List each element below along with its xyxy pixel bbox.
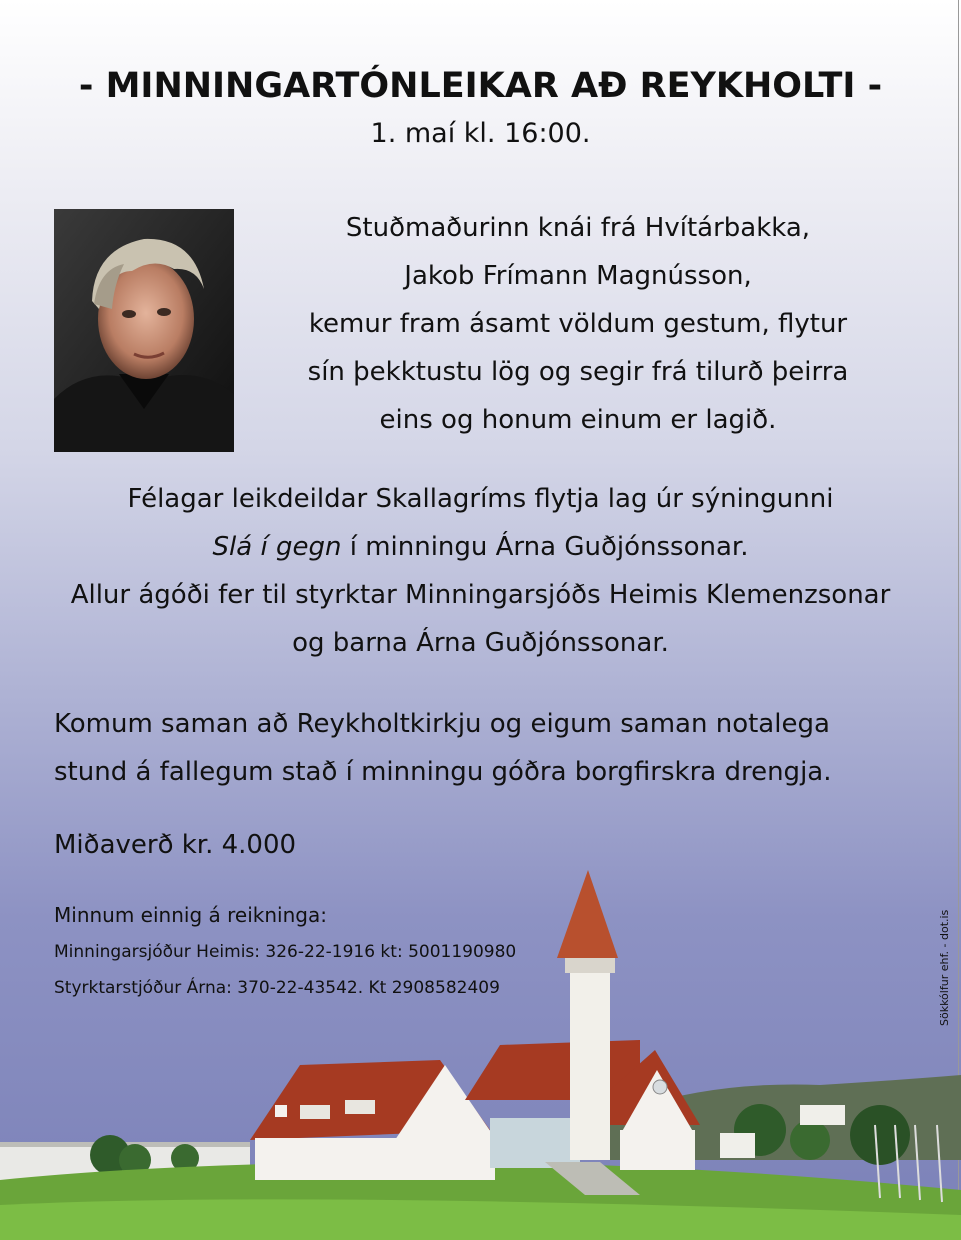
design-credit: Sökkólfur ehf. - dot.is — [938, 909, 951, 1026]
bell-tower — [570, 960, 610, 1160]
church-wall-right — [620, 1130, 695, 1170]
portrait-photo — [54, 209, 234, 452]
intro-line: Stuðmaðurinn knái frá Hvítárbakka, — [345, 213, 811, 243]
intro-line: sín þekktustu lög og segir frá tilurð þeirra — [307, 357, 849, 387]
small-building — [720, 1133, 755, 1158]
church-wall-left — [255, 1138, 495, 1180]
church-landscape-image — [0, 860, 961, 1240]
para2-line-rest: í minningu Árna Guðjónssonar. — [341, 532, 749, 562]
para3-line: stund á fallegum stað í minningu góðra borgfirskra drengja. — [54, 757, 832, 787]
intro-text — [262, 204, 894, 444]
tower-spire — [557, 870, 618, 958]
glass-entrance — [490, 1118, 580, 1168]
event-date: 1. maí kl. 16:00. — [370, 118, 591, 149]
para2-line: og barna Árna Guðjónssonar. — [292, 628, 669, 658]
intro-line: eins og honum einum er lagið. — [379, 405, 777, 435]
ticket-price: Miðaverð kr. 4.000 — [54, 830, 297, 860]
para2-line: Allur ágóði fer til styrktar Minningarsjóðs Heimis Klemenzsonar — [70, 580, 891, 610]
show-title: Slá í gegn — [212, 532, 342, 562]
rose-window — [653, 1080, 667, 1094]
performance-paragraph — [0, 475, 961, 667]
intro-line: kemur fram ásamt völdum gestum, flytur — [308, 309, 848, 339]
accounts-heading: Minnum einnig á reikninga: — [54, 903, 327, 927]
para2-line: Félagar leikdeildar Skallagríms flytja lag úr sýningunni — [127, 484, 834, 514]
invitation-paragraph — [54, 700, 934, 796]
tree — [790, 1120, 830, 1160]
portrait-illustration — [54, 209, 234, 452]
para2-line — [0, 523, 961, 571]
intro-line: Jakob Frímann Magnússon, — [404, 261, 752, 291]
account-heimis: Minningarsjóður Heimis: 326-22-1916 kt: 5001190980 — [54, 942, 517, 962]
poster-title: - MINNINGARTÓNLEIKAR AÐ REYKHOLTI - — [78, 66, 883, 106]
account-arna: Styrktarstjóður Árna: 370-22-43542. Kt 2908582409 — [54, 978, 500, 998]
para3-line: Komum saman að Reykholtkirkju og eigum saman notalega — [54, 709, 830, 739]
tree — [850, 1105, 910, 1165]
